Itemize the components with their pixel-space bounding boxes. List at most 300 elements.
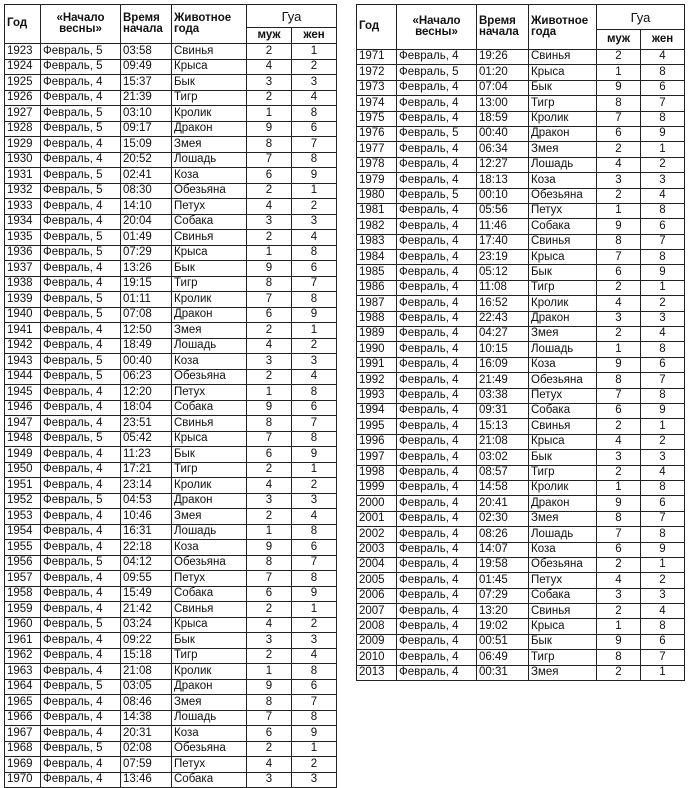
cell-start-time: 15:09 [121,137,172,153]
cell-gua-male: 1 [597,65,641,80]
cell-spring-start: Февраль, 4 [41,664,121,680]
cell-gua-female: 7 [641,234,685,249]
cell-spring-start: Февраль, 4 [397,573,477,588]
cell-year: 1976 [357,126,397,141]
cell-animal: Дракон [529,496,597,511]
table-row [5,245,337,261]
table-row [5,400,337,416]
cell-year: 1993 [357,388,397,403]
cell-animal: Коза [529,542,597,557]
table-row [5,695,337,711]
cell-gua-female: 1 [641,665,685,680]
cell-start-time: 11:23 [121,447,172,463]
cell-animal: Змея [529,511,597,526]
cell-animal: Обезьяна [529,188,597,203]
cell-start-time: 11:46 [477,219,529,234]
cell-spring-start: Февраль, 4 [41,199,121,215]
table-row [5,121,337,137]
table-row [357,157,685,172]
cell-gua-female: 9 [641,265,685,280]
header-animal: Животное года [529,5,597,50]
table-row [5,416,337,432]
table-row [5,59,337,75]
table-row [5,292,337,308]
cell-gua-male: 6 [247,726,292,742]
cell-start-time: 22:18 [121,540,172,556]
cell-gua-male: 8 [597,650,641,665]
cell-gua-female: 4 [641,188,685,203]
cell-year: 1977 [357,142,397,157]
cell-gua-female: 1 [641,280,685,295]
table-row [357,634,685,649]
cell-gua-female: 8 [641,65,685,80]
header-female: жен [292,28,337,44]
cell-gua-male: 3 [597,173,641,188]
cell-start-time: 21:39 [121,90,172,106]
cell-spring-start: Февраль, 5 [41,493,121,509]
cell-animal: Кролик [172,664,247,680]
cell-animal: Обезьяна [172,183,247,199]
cell-start-time: 18:59 [477,111,529,126]
cell-animal: Коза [172,726,247,742]
cell-spring-start: Февраль, 5 [41,230,121,246]
cell-gua-female: 6 [292,261,337,277]
cell-spring-start: Февраль, 4 [41,757,121,773]
cell-year: 1941 [5,323,41,339]
cell-year: 1955 [5,540,41,556]
cell-start-time: 00:40 [477,126,529,141]
cell-start-time: 18:49 [121,338,172,354]
cell-gua-female: 7 [641,650,685,665]
table-row [357,357,685,372]
cell-start-time: 09:22 [121,633,172,649]
cell-start-time: 15:37 [121,75,172,91]
cell-start-time: 17:21 [121,462,172,478]
table-row [5,385,337,401]
cell-start-time: 16:31 [121,524,172,540]
cell-spring-start: Февраль, 4 [397,357,477,372]
table-body-left [5,44,337,788]
cell-start-time: 05:56 [477,203,529,218]
cell-start-time: 09:17 [121,121,172,137]
cell-spring-start: Февраль, 4 [397,173,477,188]
cell-spring-start: Февраль, 4 [41,602,121,618]
cell-gua-female: 6 [292,679,337,695]
cell-animal: Лошадь [529,527,597,542]
cell-gua-male: 8 [597,234,641,249]
cell-gua-female: 4 [641,50,685,65]
header-year: Год [5,5,41,44]
cell-spring-start: Февраль, 4 [41,726,121,742]
cell-start-time: 15:18 [121,648,172,664]
cell-start-time: 02:30 [477,511,529,526]
cell-spring-start: Февраль, 4 [397,650,477,665]
cell-start-time: 07:29 [477,588,529,603]
table-row [357,542,685,557]
table-row [5,540,337,556]
cell-spring-start: Февраль, 4 [397,665,477,680]
table-row [357,465,685,480]
cell-animal: Лошадь [529,157,597,172]
cell-start-time: 20:52 [121,152,172,168]
cell-gua-female: 9 [292,586,337,602]
cell-gua-male: 2 [247,44,292,60]
cell-year: 1999 [357,480,397,495]
cell-animal: Кролик [529,111,597,126]
cell-year: 1959 [5,602,41,618]
cell-gua-female: 1 [292,183,337,199]
header-spring-start: «Начало весны» [397,5,477,50]
cell-animal: Свинья [172,416,247,432]
cell-gua-female: 4 [292,90,337,106]
cell-animal: Коза [529,173,597,188]
cell-year: 1952 [5,493,41,509]
cell-gua-female: 6 [292,400,337,416]
table-row [357,573,685,588]
cell-gua-male: 4 [247,617,292,633]
cell-animal: Лошадь [172,152,247,168]
cell-spring-start: Февраль, 4 [397,327,477,342]
cell-spring-start: Февраль, 4 [397,388,477,403]
cell-animal: Тигр [529,96,597,111]
cell-year: 1956 [5,555,41,571]
cell-gua-male: 9 [597,634,641,649]
cell-gua-male: 2 [597,557,641,572]
table-row [357,403,685,418]
cell-gua-male: 1 [247,664,292,680]
table-row [5,664,337,680]
cell-gua-female: 3 [641,450,685,465]
table-row [357,188,685,203]
cell-start-time: 15:13 [477,419,529,434]
cell-year: 1934 [5,214,41,230]
cell-start-time: 17:40 [477,234,529,249]
cell-gua-male: 7 [247,431,292,447]
cell-gua-male: 1 [247,106,292,122]
cell-year: 1968 [5,741,41,757]
cell-spring-start: Февраль, 5 [41,292,121,308]
cell-spring-start: Февраль, 4 [397,450,477,465]
table-row [5,168,337,184]
cell-gua-male: 6 [597,126,641,141]
cell-gua-male: 2 [597,280,641,295]
cell-year: 2004 [357,557,397,572]
cell-gua-male: 2 [247,90,292,106]
cell-spring-start: Февраль, 4 [41,152,121,168]
cell-gua-male: 2 [247,648,292,664]
cell-start-time: 23:51 [121,416,172,432]
cell-spring-start: Февраль, 4 [41,323,121,339]
cell-spring-start: Февраль, 4 [41,137,121,153]
cell-gua-female: 6 [292,540,337,556]
cell-animal: Петух [172,571,247,587]
cell-spring-start: Февраль, 4 [397,619,477,634]
cell-start-time: 12:50 [121,323,172,339]
table-row [5,524,337,540]
cell-gua-female: 7 [292,137,337,153]
cell-gua-male: 9 [597,496,641,511]
cell-gua-male: 1 [247,245,292,261]
cell-gua-male: 2 [247,369,292,385]
cell-start-time: 19:26 [477,50,529,65]
cell-gua-male: 2 [597,188,641,203]
cell-start-time: 19:02 [477,619,529,634]
cell-animal: Змея [172,509,247,525]
cell-animal: Обезьяна [529,373,597,388]
cell-gua-male: 4 [597,296,641,311]
cell-spring-start: Февраль, 5 [41,354,121,370]
cell-gua-female: 8 [292,152,337,168]
cell-spring-start: Февраль, 4 [41,710,121,726]
cell-gua-male: 7 [247,710,292,726]
cell-start-time: 07:29 [121,245,172,261]
cell-start-time: 08:57 [477,465,529,480]
cell-spring-start: Февраль, 5 [41,121,121,137]
cell-year: 2009 [357,634,397,649]
cell-spring-start: Февраль, 4 [397,557,477,572]
cell-year: 1929 [5,137,41,153]
cell-year: 1953 [5,509,41,525]
header-spring-start: «Начало весны» [41,5,121,44]
cell-start-time: 20:31 [121,726,172,742]
cell-year: 1925 [5,75,41,91]
cell-gua-male: 9 [247,261,292,277]
cell-animal: Свинья [172,602,247,618]
cell-year: 1972 [357,65,397,80]
cell-animal: Змея [529,142,597,157]
table-row [5,183,337,199]
cell-animal: Бык [172,447,247,463]
cell-gua-female: 2 [641,573,685,588]
cell-start-time: 21:49 [477,373,529,388]
cell-spring-start: Февраль, 4 [397,96,477,111]
cell-spring-start: Февраль, 4 [397,527,477,542]
cell-gua-male: 4 [247,478,292,494]
cell-year: 1991 [357,357,397,372]
cell-spring-start: Февраль, 4 [41,571,121,587]
cell-gua-female: 6 [641,219,685,234]
cell-animal: Тигр [529,280,597,295]
cell-spring-start: Февраль, 4 [397,280,477,295]
cell-year: 1942 [5,338,41,354]
cell-gua-female: 3 [641,311,685,326]
table-row [5,462,337,478]
cell-animal: Бык [529,634,597,649]
table-row [357,588,685,603]
table-row [5,137,337,153]
cell-year: 1924 [5,59,41,75]
cell-gua-female: 7 [641,96,685,111]
cell-gua-female: 4 [292,230,337,246]
cell-spring-start: Февраль, 5 [41,183,121,199]
cell-gua-male: 1 [597,342,641,357]
cell-year: 1964 [5,679,41,695]
cell-animal: Дракон [529,126,597,141]
cell-year: 1985 [357,265,397,280]
cell-animal: Петух [529,203,597,218]
cell-gua-female: 9 [292,447,337,463]
cell-start-time: 13:26 [121,261,172,277]
cell-start-time: 19:15 [121,276,172,292]
cell-gua-female: 4 [292,369,337,385]
cell-start-time: 00:40 [121,354,172,370]
cell-year: 1945 [5,385,41,401]
cell-start-time: 00:51 [477,634,529,649]
table-body-right [357,50,685,681]
cell-animal: Бык [529,450,597,465]
cell-year: 1926 [5,90,41,106]
table-row [357,126,685,141]
cell-gua-male: 8 [247,695,292,711]
table-row [357,557,685,572]
cell-gua-female: 8 [292,431,337,447]
cell-year: 1951 [5,478,41,494]
cell-gua-male: 2 [247,602,292,618]
cell-start-time: 03:24 [121,617,172,633]
cell-animal: Лошадь [529,342,597,357]
cell-year: 1933 [5,199,41,215]
cell-start-time: 07:59 [121,757,172,773]
cell-spring-start: Февраль, 4 [397,373,477,388]
cell-start-time: 01:11 [121,292,172,308]
cell-year: 1980 [357,188,397,203]
cell-animal: Бык [529,265,597,280]
table-row [357,450,685,465]
cell-spring-start: Февраль, 4 [397,296,477,311]
cell-start-time: 01:20 [477,65,529,80]
cell-year: 2005 [357,573,397,588]
table-row [5,633,337,649]
cell-animal: Собака [529,219,597,234]
cell-gua-female: 4 [292,648,337,664]
cell-animal: Кролик [172,106,247,122]
cell-gua-male: 8 [247,137,292,153]
cell-start-time: 03:38 [477,388,529,403]
cell-spring-start: Февраль, 4 [41,509,121,525]
cell-start-time: 14:38 [121,710,172,726]
cell-gua-female: 1 [292,602,337,618]
cell-start-time: 08:30 [121,183,172,199]
cell-year: 1967 [5,726,41,742]
cell-animal: Собака [172,400,247,416]
table-row [357,511,685,526]
cell-animal: Кролик [172,292,247,308]
cell-start-time: 04:53 [121,493,172,509]
cell-start-time: 14:58 [477,480,529,495]
cell-spring-start: Февраль, 5 [397,188,477,203]
cell-gua-female: 6 [641,80,685,95]
cell-animal: Змея [172,323,247,339]
cell-gua-male: 7 [597,250,641,265]
table-row [5,586,337,602]
cell-animal: Крыса [529,250,597,265]
cell-start-time: 14:10 [121,199,172,215]
cell-gua-female: 8 [641,619,685,634]
cell-animal: Змея [172,695,247,711]
cell-gua-female: 7 [292,276,337,292]
cell-animal: Бык [172,75,247,91]
cell-gua-female: 3 [641,588,685,603]
cell-start-time: 12:20 [121,385,172,401]
cell-gua-male: 4 [247,338,292,354]
cell-spring-start: Февраль, 5 [41,59,121,75]
cell-gua-male: 1 [247,524,292,540]
cell-gua-male: 3 [597,588,641,603]
cell-gua-male: 3 [247,214,292,230]
table-row [357,373,685,388]
cell-start-time: 16:52 [477,296,529,311]
header-start-time: Время начала [477,5,529,50]
cell-animal: Обезьяна [529,557,597,572]
cell-gua-female: 9 [641,126,685,141]
cell-animal: Свинья [172,44,247,60]
cell-spring-start: Февраль, 4 [41,276,121,292]
cell-gua-female: 2 [292,199,337,215]
cell-animal: Змея [172,137,247,153]
header-female: жен [641,30,685,50]
cell-year: 1983 [357,234,397,249]
cell-start-time: 10:46 [121,509,172,525]
table-row [357,173,685,188]
cell-gua-female: 7 [641,373,685,388]
table-row [5,276,337,292]
table-row [5,230,337,246]
cell-start-time: 07:08 [121,307,172,323]
cell-year: 1938 [5,276,41,292]
cell-gua-male: 8 [247,416,292,432]
table-row [5,323,337,339]
cell-animal: Дракон [172,679,247,695]
table-row [5,679,337,695]
cell-year: 1935 [5,230,41,246]
cell-gua-female: 2 [641,434,685,449]
cell-year: 1987 [357,296,397,311]
cell-year: 1998 [357,465,397,480]
cell-gua-male: 3 [247,354,292,370]
table-row [357,604,685,619]
cell-gua-male: 3 [597,450,641,465]
cell-start-time: 00:31 [477,665,529,680]
cell-gua-female: 8 [292,245,337,261]
cell-spring-start: Февраль, 4 [397,465,477,480]
cell-animal: Собака [529,588,597,603]
cell-start-time: 21:08 [477,434,529,449]
cell-gua-female: 3 [292,214,337,230]
cell-gua-male: 4 [597,434,641,449]
table-row [5,431,337,447]
cell-animal: Собака [172,772,247,788]
cell-year: 2007 [357,604,397,619]
table-row [5,199,337,215]
cell-year: 1936 [5,245,41,261]
cell-spring-start: Февраль, 4 [397,542,477,557]
cell-gua-male: 6 [247,447,292,463]
cell-year: 1986 [357,280,397,295]
cell-year: 1930 [5,152,41,168]
cell-gua-male: 6 [597,403,641,418]
cell-gua-male: 1 [597,203,641,218]
cell-gua-male: 9 [247,679,292,695]
cell-year: 1984 [357,250,397,265]
header-year: Год [357,5,397,50]
cell-start-time: 14:07 [477,542,529,557]
cell-year: 1937 [5,261,41,277]
cell-start-time: 23:14 [121,478,172,494]
cell-spring-start: Февраль, 4 [397,604,477,619]
table-row [5,710,337,726]
cell-year: 1958 [5,586,41,602]
cell-year: 1981 [357,203,397,218]
